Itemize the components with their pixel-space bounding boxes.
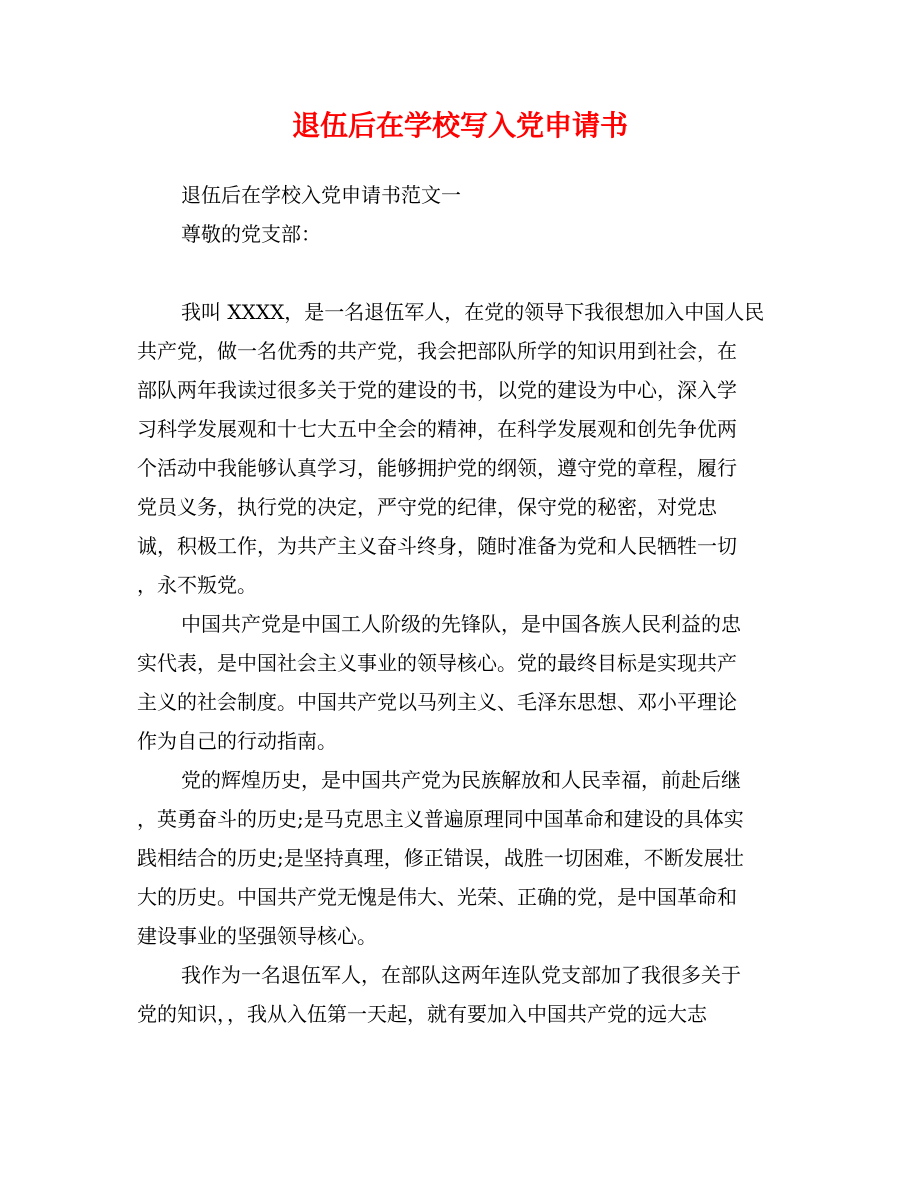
- paragraph-line: 我叫 XXXX，是一名退伍军人，在党的领导下我很想加入中国人民: [181, 300, 765, 324]
- paragraph-line: 大的历史。中国共产党无愧是伟大、光荣、正确的党，是中国革命和: [137, 885, 737, 909]
- paragraph-line: 主义的社会制度。中国共产党以马列主义、毛泽东思想、邓小平理论: [137, 690, 737, 714]
- paragraph-line: 个活动中我能够认真学习，能够拥护党的纲领，遵守党的章程，履行: [137, 456, 737, 480]
- document-body: [137, 176, 797, 1034]
- paragraph-line: 部队两年我读过很多关于党的建设的书，以党的建设为中心，深入学: [137, 378, 737, 402]
- paragraph: [137, 293, 797, 605]
- paragraph-line: 诚，积极工作，为共产主义奋斗终身，随时准备为党和人民牺牲一切: [137, 534, 737, 558]
- paragraph-line: 党员义务，执行党的决定，严守党的纪律，保守党的秘密，对党忠: [137, 495, 717, 519]
- paragraph-line: ，英勇奋斗的历史;是马克思主义普遍原理同中国革命和建设的具体实: [137, 807, 744, 831]
- paragraph-line: 党的知识，，我从入伍第一天起，就有要加入中国共产党的远大志: [137, 1002, 707, 1026]
- paragraph-line: 中国共产党是中国工人阶级的先锋队，是中国各族人民利益的忠: [181, 612, 741, 636]
- salutation: 尊敬的党支部：: [181, 222, 321, 246]
- paragraph-line: 实代表，是中国社会主义事业的领导核心。党的最终目标是实现共产: [137, 651, 737, 675]
- paragraph: [137, 605, 797, 761]
- paragraph: [137, 761, 797, 956]
- paragraph-line: 党的辉煌历史，是中国共产党为民族解放和人民幸福，前赴后继: [181, 768, 741, 792]
- paragraph-line: 我作为一名退伍军人，在部队这两年连队党支部加了我很多关于: [181, 963, 741, 987]
- subtitle: 退伍后在学校入党申请书范文一: [181, 183, 461, 207]
- paragraph-line: ，永不叛党。: [137, 573, 257, 597]
- document-title: 退伍后在学校写入党申请书: [291, 109, 628, 142]
- paragraphs: [137, 293, 797, 1034]
- paragraph-line: 建设事业的坚强领导核心。: [137, 924, 377, 948]
- paragraph-line: 作为自己的行动指南。: [137, 729, 337, 753]
- paragraph: [137, 956, 797, 1034]
- paragraph-line: 共产党，做一名优秀的共产党，我会把部队所学的知识用到社会，在: [137, 339, 737, 363]
- paragraph-line: 习科学发展观和十七大五中全会的精神，在科学发展观和创先争优两: [137, 417, 737, 441]
- blank-line: [137, 254, 797, 293]
- paragraph-line: 践相结合的历史;是坚持真理，修正错误，战胜一切困难，不断发展壮: [137, 846, 744, 870]
